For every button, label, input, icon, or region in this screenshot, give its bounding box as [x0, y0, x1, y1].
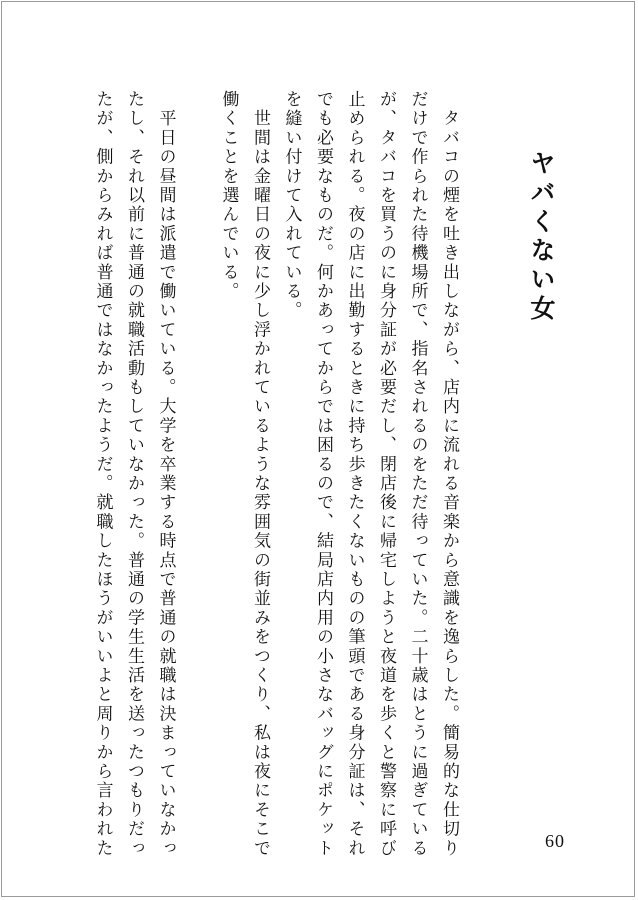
- body-text: [86, 90, 464, 859]
- text-line: たし、それ以前に普通の就職活動もしていなかった。普通の学生生活を送ったつもりだっ: [124, 90, 144, 858]
- text-line: タバコの煙を吐き出しながら、店内に流れる音楽から意識を逸らした。簡易的な仕切り: [439, 90, 459, 858]
- text-line: だけで作られた待機場所で、指名されるのをただ待っていた。二十歳はとうに過ぎている: [407, 90, 428, 858]
- text-line: 働くことを選んでいる。: [218, 90, 239, 302]
- chapter-title: ヤバくない女: [527, 150, 556, 324]
- page-number: 60: [545, 831, 565, 851]
- text-line: 平日の昼間は派遣で働いている。大学を卒業する時点で普通の就職は決まっていなかっ: [155, 90, 176, 858]
- book-page: [1, 1, 635, 897]
- text-line: 止められる。夜の店に出勤するときに持ち歩きたくないものの筆頭である身分証は、それ: [344, 90, 365, 858]
- text-line: 世間は金曜日の夜に少し浮かれているような雰囲気の街並みをつくり、私は夜にそこで: [250, 90, 270, 858]
- text-line: たが、側からみれば普通ではなかったようだ。就職したほうがいいよと周りから言われた: [92, 90, 113, 858]
- text-line: を縫い付けて入れている。: [281, 90, 302, 321]
- text-line: が、タバコを買うのに身分証が必要だし、閉店後に帰宅しようと夜道を歩くと警察に呼び: [376, 90, 396, 859]
- text-line: でも必要なものだ。何かあってからでは困るので、結局店内用の小さなバッグにポケット: [313, 90, 333, 858]
